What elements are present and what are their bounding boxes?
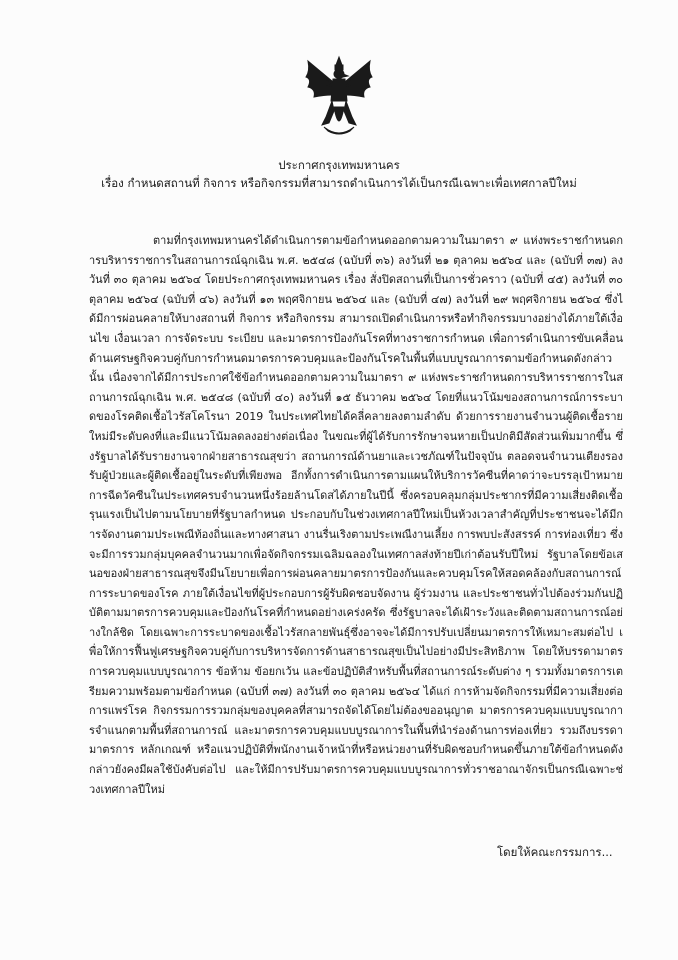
document-body: ตามที่กรุงเทพมหานครได้ดำเนินการตามข้อกำหนดออกตามความในมาตรา ๙ แห่งพระราชกำหนดการบริหารราชการในสถานการณ์ฉุกเฉิน พ.ศ. ๒๕๔๘ (ฉบับที่ ๓๖) ลงวันที่ ๒๑ ตุลาคม ๒๕๖๔ และ (ฉบับที่ ๓๗) ลงวันที่ ๓๐ ตุลาคม ๒๕๖๔ โดยประกาศกรุงเทพมหานคร เรื่อง สั่งปิดสถานที่เป็นการชั่วคราว (ฉบับที่ ๔๕) ลงวันที่ ๓๐ ตุลาคม ๒๕๖๔ (ฉบับที่ ๔๖) ลงวันที่ ๑๓ พฤศจิกายน ๒๕๖๔ และ (ฉบับที่ ๔๗) ลงวันที่ ๒๙ พฤศจิกายน ๒๕๖๔ ซึ่งได้มีการผ่อนคลายให้บางสถานที่ กิจการ หรือกิจกรรม สามารถเปิดดำเนินการหรือทำกิจกรรมบางอย่างได้ภายใต้เงื่อนไข เงื่อนเวลา การจัดระบบ ระเบียบ และมาตรการป้องกันโรคที่ทางราชการกำหนด เพื่อการดำเนินการขับเคลื่อนด้านเศรษฐกิจควบคู่กับการกำหนดมาตรการควบคุมและป้องกันโรคในพื้นที่แบบบูรณาการตามข้อกำหนดดังกล่าว นั้น เนื่องจากได้มีการประกาศใช้ข้อกำหนดออกตามความในมาตรา ๙ แห่งพระราชกำหนดการบริหารราชการในสถานการณ์ฉุกเฉิน พ.ศ. ๒๕๔๘ (ฉบับที่ ๔๐) ลงวันที่ ๑๕ ธันวาคม ๒๕๖๔ โดยที่แนวโน้มของสถานการณ์การระบาดของโรคติดเชื้อไวรัสโคโรนา 2019 ในประเทศไทยได้คลี่คลายลงตามลำดับ ด้วยการรายงานจำนวนผู้ติดเชื้อรายใหม่มีระดับคงที่และมีแนวโน้มลดลงอย่างต่อเนื่อง ในขณะที่ผู้ได้รับการรักษาจนหายเป็นปกติมีสัดส่วนเพิ่มมากขึ้น ซึ่งรัฐบาลได้รับรายงานจากฝ่ายสาธารณสุขว่า สถานการณ์ด้านยาและเวชภัณฑ์ในปัจจุบัน ตลอดจนจำนวนเตียงรองรับผู้ป่วยและผู้ติดเชื้ออยู่ในระดับที่เพียงพอ อีกทั้งการดำเนินการตามแผนให้บริการวัคซีนที่คาดว่าจะบรรลุเป้าหมายการฉีดวัคซีนในประเทศครบจำนวนหนึ่งร้อยล้านโดสได้ภายในปีนี้ ซึ่งครอบคลุมกลุ่มประชากรที่มีความเสี่ยงติดเชื้อรุนแรงเป็นไปตามนโยบายที่รัฐบาลกำหนด ประกอบกับในช่วงเทศกาลปีใหม่เป็นห้วงเวลาสำคัญที่ประชาชนจะได้มีการจัดงานตามประเพณีท้องถิ่นและทางศาสนา งานรื่นเริงตามประเพณีงานเลี้ยง การพบปะสังสรรค์ การท่องเที่ยว ซึ่งจะมีการรวมกลุ่มบุคคลจำนวนมากเพื่อจัดกิจกรรมเฉลิมฉลองในเทศกาลส่งท้ายปีเก่าต้อนรับปีใหม่ รัฐบาลโดยข้อเสนอของฝ่ายสาธารณสุขจึงมีนโยบายเพื่อการผ่อนคลายมาตรการป้องกันและควบคุมโรคให้สอดคล้องกับสถานการณ์การระบาดของโรค ภายใต้เงื่อนไขที่ผู้ประกอบการผู้รับผิดชอบจัดงาน ผู้ร่วมงาน และประชาชนทั่วไปต้องร่วมกันปฏิบัติตามมาตรการควบคุมและป้องกันโรคที่กำหนดอย่างเคร่งครัด ซึ่งรัฐบาลจะได้เฝ้าระวังและติดตามสถานการณ์อย่างใกล้ชิด โดยเฉพาะการระบาดของเชื้อไวรัสกลายพันธุ์ซึ่งอาจจะได้มีการปรับเปลี่ยนมาตรการให้เหมาะสมต่อไป เพื่อให้การฟื้นฟูเศรษฐกิจควบคู่กับการบริหารจัดการด้านสาธารณสุขเป็นไปอย่างมีประสิทธิภาพ โดยให้บรรดามาตรการควบคุมแบบบูรณาการ ข้อห้าม ข้อยกเว้น และข้อปฏิบัติสำหรับพื้นที่สถานการณ์ระดับต่าง ๆ รวมทั้งมาตรการเตรียมความพร้อมตามข้อกำหนด (ฉบับที่ ๓๗) ลงวันที่ ๓๐ ตุลาคม ๒๕๖๔ ได้แก่ การห้ามจัดกิจกรรมที่มีความเสี่ยงต่อการแพร่โรค กิจกรรมการรวมกลุ่มของบุคคลที่สามารถจัดได้โดยไม่ต้องขออนุญาต มาตรการควบคุมแบบบูรณาการจำแนกตามพื้นที่สถานการณ์ และมาตรการควบคุมแบบบูรณาการในพื้นที่นำร่องด้านการท่องเที่ยว รวมถึงบรรดามาตรการ หลักเกณฑ์ หรือแนวปฏิบัติที่พนักงานเจ้าหน้าที่หรือหน่วยงานที่รับผิดชอบกำหนดขึ้นภายใต้ข้อกำหนดดังกล่าวยังคงมีผลใช้บังคับต่อไป และให้มีการปรับมาตรการควบคุมแบบบูรณาการทั่วราชอาณาจักรเป็นกรณีเฉพาะช่วงเทศกาลปีใหม่ (89, 234, 623, 796)
document-title: ประกาศกรุงเทพมหานคร (278, 158, 400, 172)
document-subject: เรื่อง กำหนดสถานที่ กิจการ หรือกิจกรรมที่สามารถดำเนินการได้เป็นกรณีเฉพาะเพื่อเทศกาลปีใหม่ (101, 176, 577, 190)
signoff-text: โดยให้คณะกรรมการ... (497, 845, 613, 859)
document-header (0, 156, 678, 192)
garuda-emblem-icon (302, 55, 376, 139)
